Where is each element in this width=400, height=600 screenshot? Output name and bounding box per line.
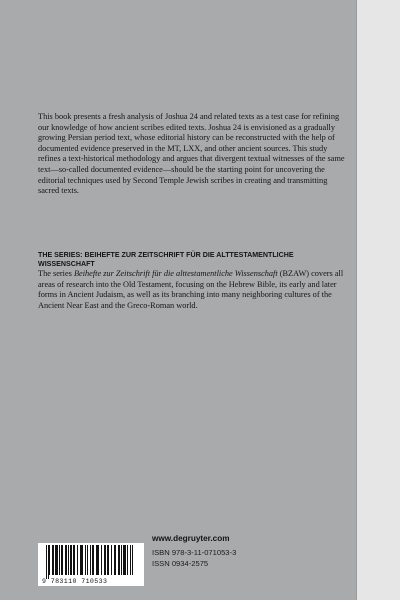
barcode-bar (114, 545, 116, 575)
barcode-bar (127, 545, 128, 575)
barcode-bar (77, 545, 78, 575)
barcode-bar (70, 545, 72, 575)
barcode-bar (48, 545, 49, 579)
book-description: This book presents a fresh analysis of Joshua 24 and related texts as a test case for refining our knowledge of how ancient scribes edited texts. Joshua 24 is envisioned as a gradually growing Persian period text, whose editorial history can be reconstructed with the help of documented evidence preserved in the MT, LXX, and other ancient sources. This study refines a text-historical methodology and argues that divergent textual witnesses of the same text—so-called documented evidence—should be the starting point for uncovering the editorial techniques used by Second Temple Jewish scribes in creating and transmitting sacred texts. (38, 112, 345, 196)
barcode-bar (123, 545, 126, 575)
barcode-bar (52, 545, 54, 575)
isbn-number: ISBN 978-3-11-071053-3 (152, 548, 237, 557)
barcode-bar (87, 545, 88, 575)
barcode-digits: 9 783110 710533 (42, 578, 108, 585)
barcode-bar (61, 545, 63, 575)
barcode-bar (121, 545, 122, 575)
barcode-bar (107, 545, 109, 575)
series-text-before: The series (38, 269, 74, 278)
series-title: Beihefte zur Zeitschrift für die alttestamentliche Wissenschaft (73, 269, 278, 278)
barcode-bar (55, 545, 58, 575)
issn-number: ISSN 0934-2575 (152, 559, 209, 568)
barcode-bar (59, 545, 60, 575)
barcode-bar (73, 545, 75, 575)
barcode-bar (85, 545, 86, 575)
barcode-bar (101, 545, 102, 575)
barcode-bar (68, 545, 69, 575)
barcode-bar (90, 545, 91, 575)
barcode-bar (46, 545, 47, 579)
barcode-bar (132, 545, 133, 575)
barcode-bar (96, 545, 99, 575)
barcode-bar (80, 545, 83, 575)
barcode-bar (104, 545, 106, 575)
barcode-bar (130, 545, 131, 575)
barcode-bar (65, 545, 67, 575)
barcode (38, 543, 144, 586)
series-text-after: (BZAW) covers all areas of research into the Old Testament, focusing on the Hebrew Bible, its early and later forms in Ancient Judaism, as well as its branching into many neighboring cultures of the Ancient Near East and the Greco-Roman world. (38, 269, 344, 310)
barcode-bar (49, 545, 50, 575)
barcode-bars (38, 543, 144, 579)
barcode-bar (118, 545, 120, 575)
barcode-bar (111, 545, 112, 575)
series-description (38, 269, 350, 311)
series-heading: THE SERIES: BEIHEFTE ZUR ZEITSCHRIFT FÜR DIE ALTTESTAMENTLICHE WISSENSCHAFT (38, 251, 294, 269)
publisher-website: www.degruyter.com (152, 534, 230, 543)
barcode-bar (92, 545, 94, 575)
